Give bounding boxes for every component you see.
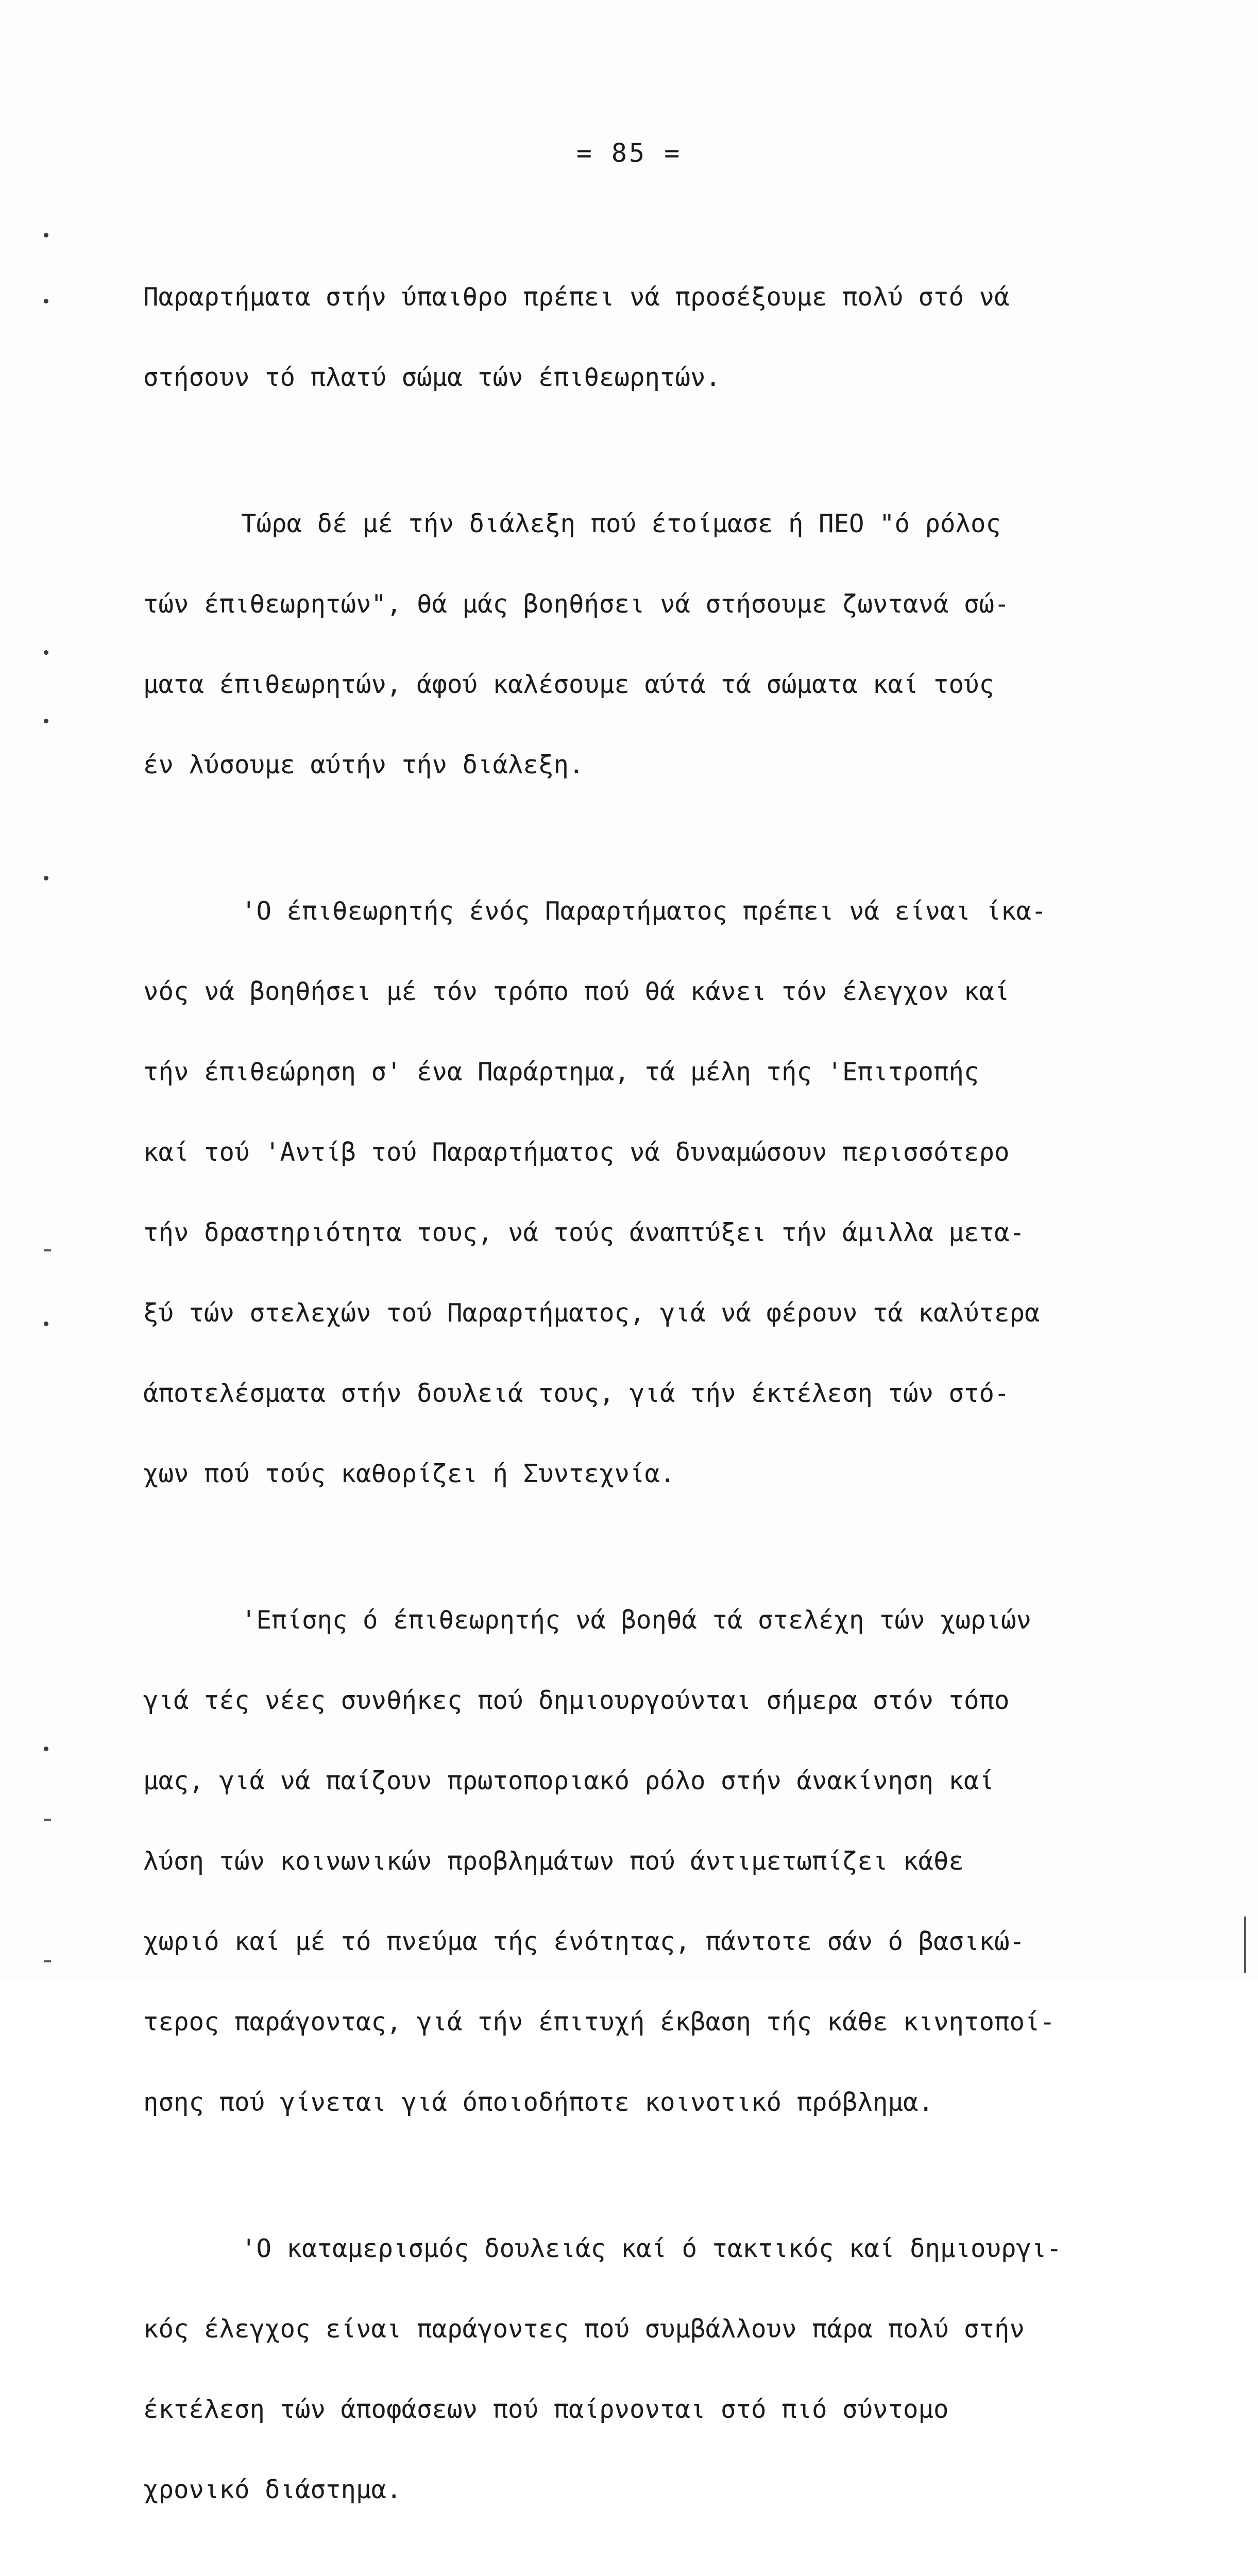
scan-speck bbox=[44, 650, 48, 655]
text-line: χων πού τούς καθορίζει ή Συντεχνία. bbox=[143, 1459, 675, 1488]
text-line: 'Ο καταμερισμός δουλειάς καί ό τακτικός καί δημιουργι- bbox=[241, 2234, 1062, 2263]
text-line: 'Ο έπιθεωρητής ένός Παραρτήματος πρέπει νά είναι ίκα- bbox=[241, 896, 1047, 926]
text-line: Παραρτήματα στήν ύπαιθρο πρέπει νά προσέξουμε πολύ στό νά bbox=[143, 282, 1010, 312]
text-line: χρονικό διάστημα. bbox=[143, 2475, 402, 2504]
scan-speck bbox=[44, 1819, 51, 1821]
text-line: άποτελέσματα στήν δουλειά τους, γιά τήν έκτέλεση τών στό- bbox=[143, 1379, 1010, 1408]
scan-speck bbox=[44, 1321, 48, 1326]
text-line: ησης πού γίνεται γιά όποιοδήποτε κοινοτικό πρόβλημα. bbox=[143, 2088, 934, 2117]
text-line: Τώρα δέ μέ τήν διάλεξη πού έτοίμασε ή ΠΕΟ "ό ρόλος bbox=[241, 509, 1001, 538]
text-line: τήν δραστηριότητα τους, νά τούς άναπτύξει τήν άμιλλα μετα- bbox=[143, 1218, 1025, 1247]
text-line: τών έπιθεωρητών", θά μάς βοηθήσει νά στήσουμε ζωντανά σώ- bbox=[143, 589, 1010, 619]
text-line: νός νά βοηθήσει μέ τόν τρόπο πού θά κάνει τόν έλεγχον καί bbox=[143, 977, 1010, 1006]
text-line: κός έλεγχος είναι παράγοντες πού συμβάλλουν πάρα πολύ στήν bbox=[143, 2314, 1025, 2344]
text-line: έν λύσουμε αύτήν τήν διάλεξη. bbox=[143, 750, 584, 779]
text-line: ξύ τών στελεχών τού Παραρτήματος, γιά νά φέρουν τά καλύτερα bbox=[143, 1298, 1040, 1328]
scan-speck bbox=[44, 1249, 51, 1251]
text-line: μας, γιά νά παίζουν πρωτοποριακό ρόλο στήν άνακίνηση καί bbox=[143, 1766, 995, 1795]
scan-speck bbox=[44, 1747, 48, 1751]
text-line: λύση τών κοινωνικών προβλημάτων πού άντιμετωπίζει κάθε bbox=[143, 1846, 964, 1876]
text-line: τήν έπιθεώρηση σ' ένα Παράρτημα, τά μέλη τής 'Επιτροπής bbox=[143, 1057, 979, 1087]
scan-speck bbox=[44, 876, 48, 880]
text-line: 'Επίσης ό έπιθεωρητής νά βοηθά τά στελέχη τών χωριών bbox=[241, 1605, 1032, 1635]
text-line: γιά τές νέες συνθήκες πού δημιουργούνται σήμερα στόν τόπο bbox=[143, 1686, 1010, 1715]
scan-speck bbox=[44, 233, 48, 238]
text-line: ματα έπιθεωρητών, άφού καλέσουμε αύτά τά σώματα καί τούς bbox=[143, 670, 995, 699]
text-line: στήσουν τό πλατύ σώμα τών έπιθεωρητών. bbox=[143, 363, 721, 392]
text-line: χωριό καί μέ τό πνεύμα τής ένότητας, πάντοτε σάν ό βασικώ- bbox=[143, 1927, 1025, 1956]
scan-speck bbox=[1244, 1917, 1246, 1973]
text-line: έκτέλεση τών άποφάσεων πού παίρνονται στό πιό σύντομο bbox=[143, 2395, 949, 2424]
scan-speck bbox=[44, 719, 48, 723]
paragraph bbox=[143, 1560, 1122, 2163]
text-line: τερος παράγοντας, γιά τήν έπιτυχή έκβαση τής κάθε κινητοποί- bbox=[143, 2007, 1056, 2037]
paragraph bbox=[143, 2189, 1122, 2550]
scan-speck bbox=[44, 299, 48, 303]
paragraph bbox=[143, 237, 1122, 438]
page-number: = 85 = bbox=[576, 138, 682, 168]
text-line: καί τού 'Αντίβ τού Παραρτήματος νά δυναμώσουν περισσότερο bbox=[143, 1138, 1010, 1167]
body-text bbox=[143, 237, 1122, 2576]
scan-speck bbox=[44, 1960, 51, 1962]
paragraph bbox=[143, 851, 1122, 1534]
paragraph bbox=[143, 464, 1122, 825]
